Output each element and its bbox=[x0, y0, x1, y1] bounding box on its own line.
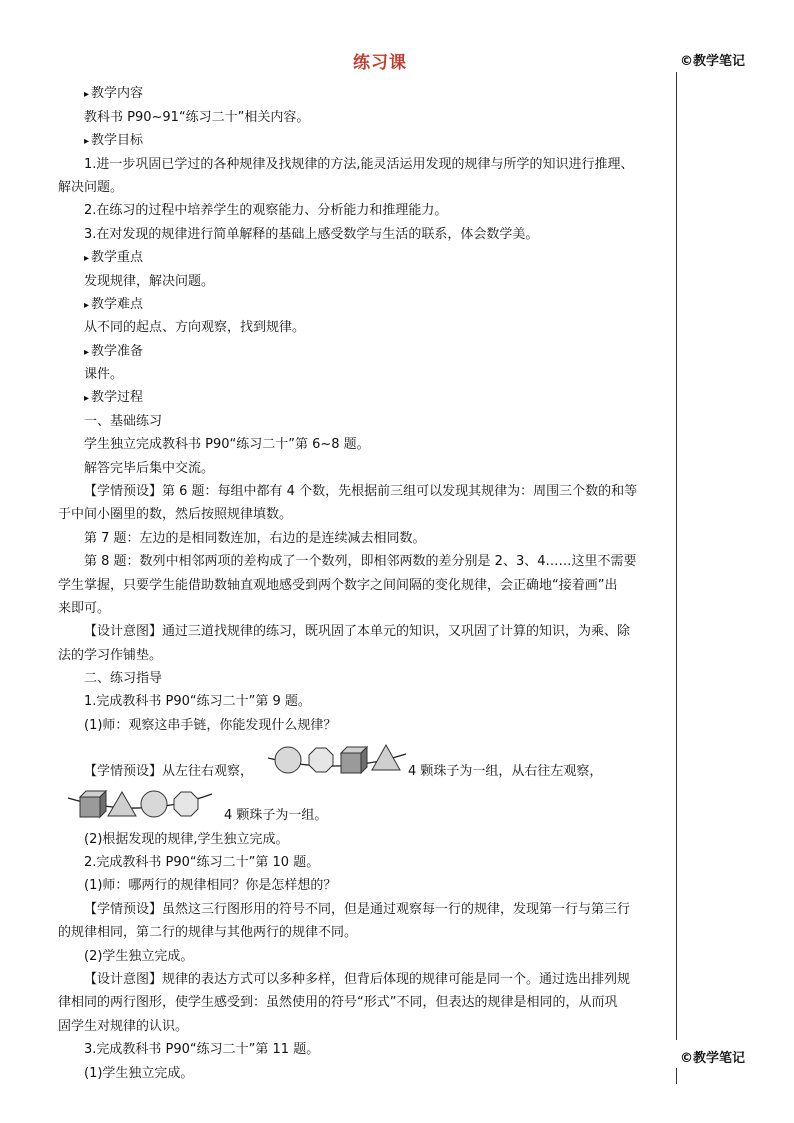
text-line: 3.完成教科书 P90“练习二十”第 11 题。 bbox=[84, 1042, 320, 1057]
text-line: 律相同的两行图形，使学生感受到：虽然使用的符号“形式”不同，但表达的规律是相同的，从而巩 bbox=[58, 995, 618, 1010]
text-line: 1.完成教科书 P90“练习二十”第 9 题。 bbox=[84, 694, 311, 709]
bead-chain-right-to-left bbox=[66, 784, 216, 824]
text-line: 学生独立完成教科书 P90“练习二十”第 6~8 题。 bbox=[84, 437, 370, 452]
side-note-top: ©教学笔记 bbox=[680, 54, 746, 69]
text-line: 解决问题。 bbox=[58, 180, 124, 195]
text-line: 第 7 题：左边的是相同数连加，右边的是连续减去相同数。 bbox=[84, 531, 426, 546]
text-line: 【设计意图】规律的表达方式可以多种多样，但背后体现的规律可能是同一个。通过选出排列规 bbox=[84, 972, 631, 987]
heading-key-points: ▸ 教学重点 bbox=[84, 250, 143, 267]
text-line: 教科书 P90~91“练习二十”相关内容。 bbox=[84, 110, 310, 125]
text-line: 法的学习作铺垫。 bbox=[58, 648, 163, 663]
octagon-bead-icon bbox=[174, 792, 198, 816]
text-line: 【学情预设】从左往右观察， bbox=[84, 764, 254, 779]
text-line: 第 8 题：数列中相邻两项的差构成了一个数列，即相邻两数的差分别是 2、3、4……这里不需要 bbox=[84, 554, 637, 569]
sphere-bead-icon bbox=[275, 747, 301, 773]
heading-content: ▸ 教学内容 bbox=[84, 86, 143, 103]
text-line: 1.进一步巩固已学过的各种规律及找规律的方法,能灵活运用发现的规律与所学的知识进行推理、 bbox=[84, 157, 634, 172]
text-line: (1)学生独立完成。 bbox=[84, 1066, 194, 1081]
page-title: 练习课 bbox=[353, 53, 407, 73]
heading-process: ▸ 教学过程 bbox=[84, 390, 143, 407]
triangle-bead-icon bbox=[108, 792, 136, 816]
text-line: (2)学生独立完成。 bbox=[84, 949, 194, 964]
text-line: (1)师：哪两行的规律相同？你是怎样想的？ bbox=[84, 878, 337, 893]
section-heading: 一、基础练习 bbox=[84, 414, 163, 429]
text-line: 2.完成教科书 P90“练习二十”第 10 题。 bbox=[84, 855, 320, 870]
text-line: 学生掌握，只要学生能借助数轴直观地感受到两个数字之间间隔的变化规律，会正确地“接着画”出 bbox=[58, 578, 618, 593]
text-line: 【学情预设】虽然这三行图形用的符号不同，但是通过观察每一行的规律，发现第一行与第三行 bbox=[84, 902, 631, 917]
text-line: 来即可。 bbox=[58, 601, 111, 616]
cube-bead-icon bbox=[341, 747, 367, 773]
cube-bead-icon bbox=[80, 791, 106, 817]
text-line: (2)根据发现的规律,学生独立完成。 bbox=[84, 832, 289, 847]
text-line: 从不同的起点、方向观察，找到规律。 bbox=[84, 320, 306, 335]
text-line: 【学情预设】第 6 题：每组中都有 4 个数，先根据前三组可以发现其规律为：周围三个数的和等 bbox=[84, 484, 638, 499]
side-note-bottom: ©教学笔记 bbox=[680, 1051, 746, 1066]
text-line: (1)师：观察这串手链，你能发现什么规律？ bbox=[84, 718, 337, 733]
text-line: 3.在对发现的规律进行简单解释的基础上感受数学与生活的联系，体会数学美。 bbox=[84, 227, 539, 242]
text-line: 解答完毕后集中交流。 bbox=[84, 461, 215, 476]
heading-difficulties: ▸ 教学难点 bbox=[84, 297, 143, 314]
heading-preparation: ▸ 教学准备 bbox=[84, 344, 143, 361]
text-line: 4 颗珠子为一组。 bbox=[224, 808, 328, 823]
text-line: 【设计意图】通过三道找规律的练习，既巩固了本单元的知识，又巩固了计算的知识，为乘、除 bbox=[84, 624, 631, 639]
margin-rule-top bbox=[676, 72, 677, 1040]
heading-goals: ▸ 教学目标 bbox=[84, 133, 143, 150]
octagon-bead-icon bbox=[309, 748, 333, 772]
text-line: 于中间小圈里的数，然后按照规律填数。 bbox=[58, 507, 293, 522]
bead-chain-left-to-right bbox=[268, 740, 408, 780]
text-line: 4 颗珠子为一组，从右往左观察， bbox=[408, 764, 603, 779]
text-line: 固学生对规律的认识。 bbox=[58, 1019, 189, 1034]
margin-rule-bottom bbox=[676, 1068, 677, 1084]
text-line: 课件。 bbox=[84, 367, 124, 382]
section-heading: 二、练习指导 bbox=[84, 671, 163, 686]
text-line: 的规律相同，第二行的规律与其他两行的规律不同。 bbox=[58, 925, 358, 940]
sphere-bead-icon bbox=[141, 791, 167, 817]
text-line: 发现规律，解决问题。 bbox=[84, 274, 215, 289]
text-line: 2.在练习的过程中培养学生的观察能力、分析能力和推理能力。 bbox=[84, 203, 448, 218]
